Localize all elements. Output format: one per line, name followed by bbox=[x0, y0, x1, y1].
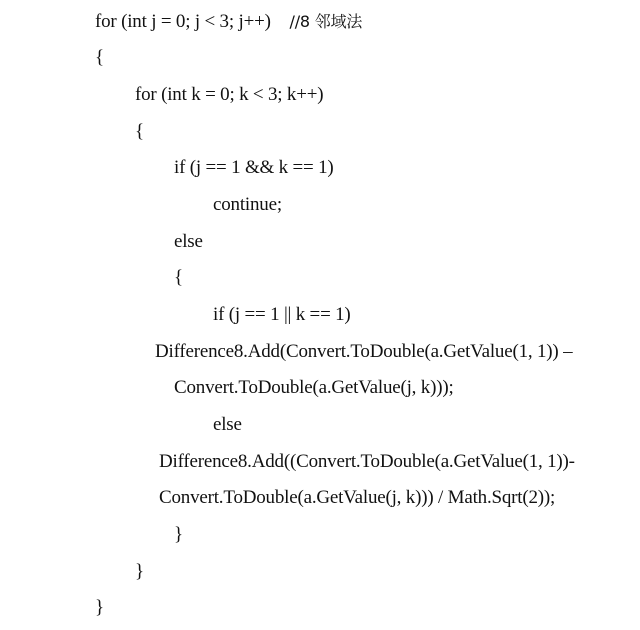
code-line-close-brace-outer bbox=[95, 596, 104, 620]
code-line-outer-for bbox=[95, 10, 362, 34]
code-line-add-diagonal bbox=[159, 450, 575, 474]
code-line-open-brace-else bbox=[174, 266, 183, 290]
code-line-if-center bbox=[174, 156, 334, 180]
code-text: for (int k = 0; k < 3; k++) bbox=[135, 84, 324, 105]
code-text: { bbox=[174, 267, 183, 288]
code-text: else bbox=[174, 231, 203, 252]
code-text: if (j == 1 && k == 1) bbox=[174, 157, 334, 178]
code-line-close-brace-else bbox=[174, 523, 183, 547]
code-line-else-2 bbox=[213, 413, 242, 437]
code-text: } bbox=[174, 524, 183, 545]
code-text: } bbox=[95, 597, 104, 618]
code-line-add-diagonal-cont bbox=[159, 486, 555, 510]
code-text: Convert.ToDouble(a.GetValue(j, k))); bbox=[174, 377, 454, 398]
code-comment: //8 邻域法 bbox=[289, 12, 363, 31]
code-text: continue; bbox=[213, 194, 282, 215]
code-text: { bbox=[95, 47, 104, 68]
code-line-if-edge bbox=[213, 303, 351, 327]
code-text: { bbox=[135, 121, 144, 142]
code-line-open-brace-outer bbox=[95, 46, 104, 70]
code-line-add-direct-cont bbox=[174, 376, 454, 400]
code-text: } bbox=[135, 561, 144, 582]
code-line-close-brace-inner bbox=[135, 560, 144, 584]
code-text: Difference8.Add(Convert.ToDouble(a.GetValue(1, 1)) – bbox=[155, 341, 573, 362]
code-line-open-brace-inner bbox=[135, 120, 144, 144]
code-line-add-direct bbox=[155, 340, 572, 364]
code-text: if (j == 1 || k == 1) bbox=[213, 304, 351, 325]
code-text: else bbox=[213, 414, 242, 435]
code-line-continue bbox=[213, 193, 282, 217]
code-text: for (int j = 0; j < 3; j++) bbox=[95, 11, 271, 32]
code-text: Difference8.Add((Convert.ToDouble(a.GetValue(1, 1))- bbox=[159, 451, 575, 472]
code-text: Convert.ToDouble(a.GetValue(j, k))) / Math.Sqrt(2)); bbox=[159, 487, 556, 508]
code-line-inner-for bbox=[135, 83, 323, 107]
code-line-else-1 bbox=[174, 230, 203, 254]
